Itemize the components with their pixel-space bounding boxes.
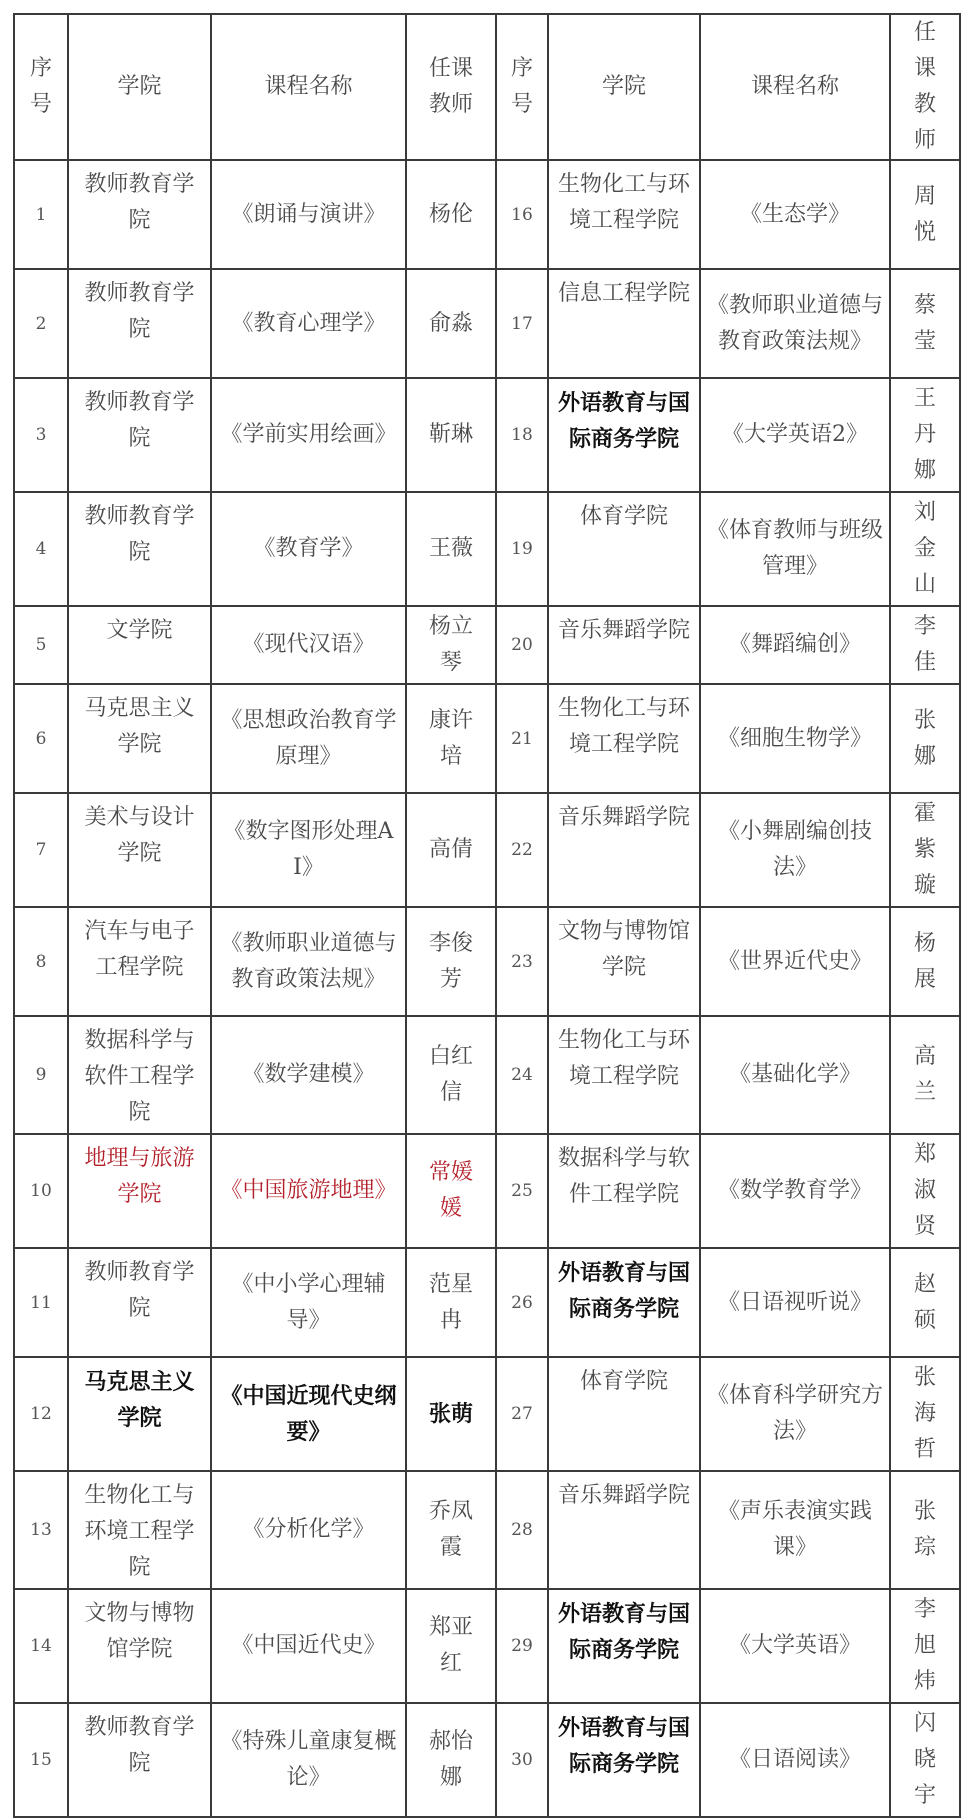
- seq-cell: 3: [14, 378, 68, 492]
- college-cell: 教师教育学院: [68, 1248, 211, 1357]
- seq-cell-right: 24: [496, 1016, 548, 1134]
- header-course-right: 课程名称: [700, 14, 890, 160]
- college-cell-right: 文物与博物馆学院: [548, 907, 700, 1016]
- course-cell-right: 《体育科学研究方法》: [700, 1357, 890, 1471]
- seq-cell-right: 21: [496, 684, 548, 793]
- teacher-cell: 乔凤霞: [406, 1471, 496, 1589]
- teacher-cell-right: 杨展: [890, 907, 960, 1016]
- seq-cell: 13: [14, 1471, 68, 1589]
- college-cell-right: 生物化工与环境工程学院: [548, 160, 700, 269]
- college-cell: 教师教育学院: [68, 378, 211, 492]
- course-cell: 《数字图形处理AI》: [211, 793, 406, 907]
- course-cell-right: 《大学英语2》: [700, 378, 890, 492]
- teacher-cell-right: 蔡莹: [890, 269, 960, 378]
- seq-cell-right: 28: [496, 1471, 548, 1589]
- college-cell: 教师教育学院: [68, 269, 211, 378]
- course-cell: 《中国旅游地理》: [211, 1134, 406, 1248]
- header-course: 课程名称: [211, 14, 406, 160]
- seq-cell-right: 19: [496, 492, 548, 606]
- teacher-cell: 高倩: [406, 793, 496, 907]
- course-cell-right: 《世界近代史》: [700, 907, 890, 1016]
- table-row: [14, 269, 960, 378]
- seq-cell-right: 29: [496, 1589, 548, 1703]
- teacher-cell: 张萌: [406, 1357, 496, 1471]
- course-teacher-table: [13, 13, 961, 1818]
- teacher-cell: 范星冉: [406, 1248, 496, 1357]
- college-cell: 教师教育学院: [68, 160, 211, 269]
- table-row: [14, 907, 960, 1016]
- teacher-cell: 杨立琴: [406, 606, 496, 684]
- table-row: [14, 492, 960, 606]
- table-row: [14, 606, 960, 684]
- table-row: [14, 684, 960, 793]
- seq-cell: 8: [14, 907, 68, 1016]
- college-cell-right: 音乐舞蹈学院: [548, 1471, 700, 1589]
- seq-cell: 5: [14, 606, 68, 684]
- college-cell: 汽车与电子工程学院: [68, 907, 211, 1016]
- college-cell-right: 数据科学与软件工程学院: [548, 1134, 700, 1248]
- seq-cell: 12: [14, 1357, 68, 1471]
- table-header-row: [14, 14, 960, 160]
- teacher-cell: 郑亚红: [406, 1589, 496, 1703]
- college-cell-right: 体育学院: [548, 1357, 700, 1471]
- course-cell: 《中国近代史》: [211, 1589, 406, 1703]
- seq-cell: 10: [14, 1134, 68, 1248]
- course-cell-right: 《细胞生物学》: [700, 684, 890, 793]
- college-cell: 美术与设计学院: [68, 793, 211, 907]
- college-cell-right: 外语教育与国际商务学院: [548, 378, 700, 492]
- table-row: [14, 1016, 960, 1134]
- college-cell-right: 音乐舞蹈学院: [548, 606, 700, 684]
- teacher-cell: 常媛媛: [406, 1134, 496, 1248]
- seq-cell: 9: [14, 1016, 68, 1134]
- seq-cell: 7: [14, 793, 68, 907]
- seq-cell: 1: [14, 160, 68, 269]
- teacher-cell-right: 闪晓宇: [890, 1703, 960, 1817]
- teacher-cell-right: 张琮: [890, 1471, 960, 1589]
- teacher-cell-right: 李佳: [890, 606, 960, 684]
- teacher-cell-right: 霍紫璇: [890, 793, 960, 907]
- seq-cell: 14: [14, 1589, 68, 1703]
- seq-cell: 6: [14, 684, 68, 793]
- seq-cell: 4: [14, 492, 68, 606]
- table-body: [14, 160, 960, 1817]
- course-cell: 《中小学心理辅导》: [211, 1248, 406, 1357]
- course-cell: 《分析化学》: [211, 1471, 406, 1589]
- course-cell-right: 《舞蹈编创》: [700, 606, 890, 684]
- table-row: [14, 160, 960, 269]
- seq-cell-right: 25: [496, 1134, 548, 1248]
- table-row: [14, 1703, 960, 1817]
- college-cell-right: 生物化工与环境工程学院: [548, 1016, 700, 1134]
- teacher-cell-right: 赵硕: [890, 1248, 960, 1357]
- header-college: 学院: [68, 14, 211, 160]
- header-teacher-right: 任课教师: [890, 14, 960, 160]
- seq-cell-right: 30: [496, 1703, 548, 1817]
- header-seq-right: 序号: [496, 14, 548, 160]
- college-cell: 马克思主义学院: [68, 1357, 211, 1471]
- seq-cell-right: 22: [496, 793, 548, 907]
- course-cell-right: 《日语视听说》: [700, 1248, 890, 1357]
- table-row: [14, 1134, 960, 1248]
- course-cell-right: 《日语阅读》: [700, 1703, 890, 1817]
- course-cell: 《教师职业道德与教育政策法规》: [211, 907, 406, 1016]
- college-cell-right: 生物化工与环境工程学院: [548, 684, 700, 793]
- teacher-cell: 杨伦: [406, 160, 496, 269]
- seq-cell-right: 20: [496, 606, 548, 684]
- teacher-cell-right: 周悦: [890, 160, 960, 269]
- teacher-cell: 王薇: [406, 492, 496, 606]
- college-cell-right: 信息工程学院: [548, 269, 700, 378]
- teacher-cell-right: 刘金山: [890, 492, 960, 606]
- teacher-cell: 白红信: [406, 1016, 496, 1134]
- course-cell: 《教育学》: [211, 492, 406, 606]
- course-cell-right: 《体育教师与班级管理》: [700, 492, 890, 606]
- teacher-cell-right: 张娜: [890, 684, 960, 793]
- teacher-cell: 俞淼: [406, 269, 496, 378]
- college-cell-right: 外语教育与国际商务学院: [548, 1248, 700, 1357]
- college-cell: 马克思主义学院: [68, 684, 211, 793]
- table-row: [14, 1589, 960, 1703]
- teacher-cell: 靳琳: [406, 378, 496, 492]
- teacher-cell: 郝怡娜: [406, 1703, 496, 1817]
- course-cell: 《数学建模》: [211, 1016, 406, 1134]
- header-seq: 序号: [14, 14, 68, 160]
- header-college-right: 学院: [548, 14, 700, 160]
- seq-cell-right: 18: [496, 378, 548, 492]
- header-teacher: 任课教师: [406, 14, 496, 160]
- teacher-cell: 李俊芳: [406, 907, 496, 1016]
- college-cell: 生物化工与环境工程学院: [68, 1471, 211, 1589]
- college-cell: 教师教育学院: [68, 492, 211, 606]
- table-row: [14, 1471, 960, 1589]
- seq-cell-right: 23: [496, 907, 548, 1016]
- seq-cell-right: 16: [496, 160, 548, 269]
- college-cell-right: 外语教育与国际商务学院: [548, 1703, 700, 1817]
- seq-cell-right: 26: [496, 1248, 548, 1357]
- course-cell-right: 《大学英语》: [700, 1589, 890, 1703]
- seq-cell: 11: [14, 1248, 68, 1357]
- course-cell-right: 《数学教育学》: [700, 1134, 890, 1248]
- course-cell-right: 《声乐表演实践课》: [700, 1471, 890, 1589]
- seq-cell: 15: [14, 1703, 68, 1817]
- table-row: [14, 1248, 960, 1357]
- course-cell: 《特殊儿童康复概论》: [211, 1703, 406, 1817]
- seq-cell-right: 27: [496, 1357, 548, 1471]
- course-cell: 《思想政治教育学原理》: [211, 684, 406, 793]
- college-cell: 地理与旅游学院: [68, 1134, 211, 1248]
- teacher-cell-right: 李旭炜: [890, 1589, 960, 1703]
- course-cell: 《学前实用绘画》: [211, 378, 406, 492]
- course-cell: 《现代汉语》: [211, 606, 406, 684]
- teacher-cell-right: 高兰: [890, 1016, 960, 1134]
- college-cell-right: 体育学院: [548, 492, 700, 606]
- course-cell-right: 《小舞剧编创技法》: [700, 793, 890, 907]
- teacher-cell: 康许培: [406, 684, 496, 793]
- table-row: [14, 793, 960, 907]
- college-cell-right: 外语教育与国际商务学院: [548, 1589, 700, 1703]
- teacher-cell-right: 郑淑贤: [890, 1134, 960, 1248]
- teacher-cell-right: 张海哲: [890, 1357, 960, 1471]
- course-cell-right: 《基础化学》: [700, 1016, 890, 1134]
- seq-cell-right: 17: [496, 269, 548, 378]
- college-cell: 数据科学与软件工程学院: [68, 1016, 211, 1134]
- teacher-cell-right: 王丹娜: [890, 378, 960, 492]
- seq-cell: 2: [14, 269, 68, 378]
- course-cell: 《中国近现代史纲要》: [211, 1357, 406, 1471]
- course-cell-right: 《教师职业道德与教育政策法规》: [700, 269, 890, 378]
- college-cell: 教师教育学院: [68, 1703, 211, 1817]
- table-row: [14, 1357, 960, 1471]
- course-cell-right: 《生态学》: [700, 160, 890, 269]
- course-cell: 《朗诵与演讲》: [211, 160, 406, 269]
- college-cell: 文物与博物馆学院: [68, 1589, 211, 1703]
- table-row: [14, 378, 960, 492]
- course-cell: 《教育心理学》: [211, 269, 406, 378]
- college-cell: 文学院: [68, 606, 211, 684]
- college-cell-right: 音乐舞蹈学院: [548, 793, 700, 907]
